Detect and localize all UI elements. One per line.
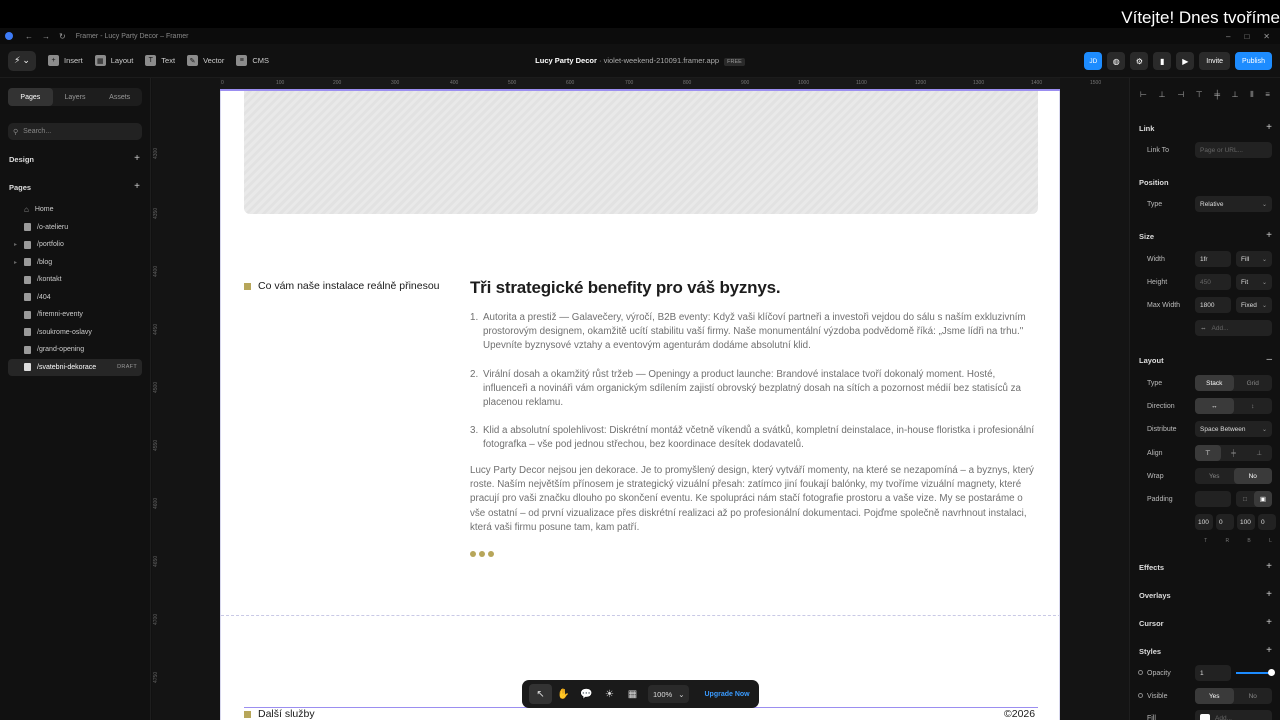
user-avatar[interactable]: JD (1084, 52, 1102, 70)
page-item-home[interactable] (0, 201, 150, 219)
section-heading[interactable]: Tři strategické benefity pro váš byznys. (470, 278, 781, 297)
tab-layers[interactable]: Layers (64, 93, 86, 101)
styles-section-header (1130, 647, 1280, 656)
window-titlebar (0, 28, 1280, 44)
page-icon (24, 276, 31, 284)
page-item-o-atelieru[interactable] (0, 219, 150, 237)
page-name: /portfolio (37, 241, 64, 249)
distribute-v-icon[interactable]: ≡ (1265, 90, 1270, 99)
distribute-label: Distribute (1147, 425, 1177, 433)
intro-paragraph[interactable]: Lucy Party Decor nejsou jen dekorace. Je to promyšlený design, který vytváří momenty, na které se nezapomíná – a byznys, který roste. Naším největším přínosem je strategický vizuální přesah: zatímco jiní foukají balónky, my tvoříme vizuální magnety, které pracují pro vaši značku dlouho po skončení eventu. Ke spolupráci nám stačí fotografie prostoru a vaše vize. My se postaráme o vše ostatní – od první vizualizace přes diskrétní realizaci až po profesionální dokumentaci. Pojďme společně navrhnout instalaci, která vaši firmu posune tam, kam patří. (470, 465, 1034, 533)
chevron-down-icon: ⌄ (1261, 426, 1267, 433)
layout-section-header (1130, 356, 1280, 365)
list-item (470, 368, 1040, 411)
ruler-tick: 600 (566, 80, 575, 86)
ruler-tick: 400 (450, 80, 459, 86)
page-frame[interactable] (220, 91, 1060, 720)
layout-stack-option[interactable]: Stack (1195, 375, 1234, 391)
list-text: Klid a absolutní spolehlivost: Diskrétní montáž včetně víkendů a svátků, kompletní deinstalace, in-house floristka i profesionální fotografka – vše pod jednou střechou, bez koordinace desítek dodavatelů. (483, 425, 1035, 451)
cms-button[interactable] (236, 55, 269, 66)
ruler-tick: 4450 (153, 323, 159, 335)
opacity-slider-handle[interactable] (1268, 669, 1275, 676)
ruler-tick: 1000 (798, 80, 810, 86)
list-item (470, 311, 1040, 354)
ruler-tick: 4550 (153, 439, 159, 451)
padding-top-input[interactable]: 100 (1195, 514, 1213, 530)
chevron-down-icon: ⌄ (1261, 201, 1267, 208)
ruler-tick: 0 (221, 80, 224, 86)
image-placeholder[interactable] (244, 91, 1038, 214)
align-toggle (1195, 445, 1272, 461)
toolbar-right (1084, 52, 1272, 70)
left-panel-tabs (8, 88, 142, 106)
padding-mode-toggle (1236, 491, 1272, 507)
list-text: Autorita a prestiž — Galavečery, výročí, B2B eventy: Když vaši klíčoví partneři a investoři vejdou do sálu s naším exkluzivním prostorovým designem, okamžitě ucítí stabilitu vaší firmy. Naše monumentální výzdoba podvědomě říká: „Jsme lídři na trhu." Upevníte byznysové vztahy a eventovým agenturám dodáme absolutní klid. (483, 312, 1026, 352)
distribute-value: Space Between (1200, 425, 1246, 433)
search-input[interactable] (8, 123, 142, 140)
max-width-mode-select[interactable] (1236, 297, 1272, 313)
padding-side-label: L (1269, 538, 1272, 544)
padding-left-input[interactable]: 0 (1258, 514, 1276, 530)
align-row (1130, 445, 1280, 461)
window-controls (1226, 32, 1270, 41)
page-item-grand-opening[interactable] (0, 341, 150, 359)
benefits-list[interactable] (470, 311, 1040, 467)
page-icon (24, 258, 31, 266)
link-section-header (1130, 124, 1280, 133)
link-to-label: Link To (1147, 146, 1170, 154)
add-style-icon[interactable]: + (1266, 645, 1272, 656)
design-section-header[interactable] (9, 155, 140, 164)
add-effect-icon[interactable]: + (1266, 561, 1272, 572)
layout-title: Layout (1139, 356, 1164, 365)
fill-swatch (1200, 714, 1210, 720)
pages-label: Pages (9, 183, 32, 192)
page-item-404[interactable] (0, 289, 150, 307)
visible-label (1130, 693, 1195, 700)
page-name: /svatebni-dekorace (37, 363, 97, 371)
padding-side-label: T (1204, 538, 1208, 544)
page-item-portfolio[interactable] (0, 236, 150, 254)
properties-panel (1129, 78, 1280, 720)
max-width-input[interactable]: 1800 (1195, 297, 1231, 313)
layout-type-toggle (1195, 375, 1272, 391)
search-icon: ⚲ (13, 128, 19, 136)
os-top-strip (0, 0, 1280, 28)
layout-icon: ▦ (95, 55, 106, 66)
padding-right-input[interactable]: 0 (1216, 514, 1234, 530)
size-add-label: Add... (1211, 324, 1229, 332)
vector-button[interactable] (187, 55, 224, 66)
invite-button[interactable]: Invite (1199, 52, 1230, 70)
width-row (1130, 251, 1280, 267)
height-label: Height (1147, 278, 1168, 286)
add-size-icon[interactable]: + (1266, 230, 1272, 241)
dot (479, 551, 485, 557)
add-link-icon[interactable]: + (1266, 122, 1272, 133)
max-width-mode-value: Fixed (1241, 301, 1257, 309)
opacity-label (1130, 670, 1195, 677)
ruler-tick: 1400 (1031, 80, 1043, 86)
globe-icon[interactable]: ◍ (1107, 52, 1125, 70)
chevron-down-icon: ⌄ (678, 689, 685, 699)
padding-side-labels (1195, 538, 1280, 544)
link-to-row (1130, 142, 1280, 158)
align-center-h-icon[interactable]: ⊥ (1158, 90, 1166, 99)
chevron-down-icon: ⌄ (1261, 256, 1267, 263)
pages-section-header (9, 183, 140, 192)
height-input[interactable]: 450 (1195, 274, 1231, 290)
padding-label: Padding (1147, 495, 1173, 503)
footer-services-text: Další služby (258, 708, 315, 720)
page-icon (24, 363, 31, 371)
dot (488, 551, 494, 557)
page-item-firemni-eventy[interactable] (0, 306, 150, 324)
link-to-input[interactable]: Page or URL... (1195, 142, 1272, 158)
align-end-icon[interactable]: ⊥ (1256, 450, 1263, 457)
cursor-section-header[interactable] (1130, 619, 1280, 628)
page-icon (24, 241, 31, 249)
size-section-header (1130, 232, 1280, 241)
design-label: Design (9, 155, 35, 164)
ruler-tick: 1100 (856, 80, 867, 86)
visible-no-option[interactable]: No (1248, 692, 1257, 700)
ruler-tick: 4400 (153, 265, 159, 277)
wrap-row (1130, 468, 1280, 484)
page-icon (24, 346, 31, 354)
ruler-tick: 200 (333, 80, 342, 86)
resize-icon: ⇔ (1200, 324, 1207, 332)
framer-menu-button[interactable] (8, 51, 36, 71)
list-number: 1. (470, 312, 479, 323)
list-item (470, 424, 1040, 452)
ruler-tick: 4300 (153, 147, 159, 159)
padding-individual-icon[interactable]: ▣ (1254, 491, 1272, 507)
chevron-right-icon[interactable]: ▸ (14, 242, 18, 249)
padding-row (1130, 491, 1280, 507)
add-page-icon[interactable]: + (134, 181, 140, 192)
chevron-down-icon: ⌄ (1261, 302, 1267, 309)
ruler-tick: 4650 (153, 555, 159, 567)
visible-toggle-icon[interactable] (1138, 693, 1143, 698)
page-icon (24, 311, 31, 319)
comment-tool-icon[interactable]: 💬 (580, 688, 593, 700)
vector-label: Vector (203, 56, 225, 65)
cms-label: CMS (252, 56, 269, 65)
select-tool-icon[interactable]: ↖ (529, 684, 552, 704)
opacity-row (1130, 665, 1280, 681)
section-label-text: Co vám naše instalace reálně přinesou (258, 280, 440, 292)
add-overlay-icon[interactable]: + (1266, 589, 1272, 600)
height-mode-select[interactable] (1236, 274, 1272, 290)
align-start-icon[interactable]: ⊤ (1195, 445, 1221, 461)
zoom-value: 100% (653, 689, 673, 699)
opacity-input[interactable]: 1 (1195, 665, 1231, 681)
opacity-label-text: Opacity (1147, 669, 1171, 677)
size-title: Size (1139, 232, 1155, 241)
project-domain[interactable]: violet-weekend-210091.framer.app (603, 56, 720, 65)
width-mode-select[interactable] (1236, 251, 1272, 267)
overlays-title: Overlays (1139, 591, 1171, 600)
padding-side-label: B (1247, 538, 1251, 544)
plan-badge: FREE (724, 58, 745, 66)
ruler-tick: 1500 (1090, 80, 1102, 86)
size-add-row (1130, 320, 1280, 336)
wrap-toggle (1195, 468, 1272, 484)
ruler-tick: 300 (391, 80, 400, 86)
align-center-icon[interactable]: ╪ (1231, 449, 1236, 457)
reload-icon[interactable]: ↻ (59, 31, 66, 41)
padding-side-label: R (1225, 538, 1230, 544)
page-item-soukrome-oslavy[interactable] (0, 324, 150, 342)
padding-uniform-icon[interactable]: □ (1243, 495, 1247, 503)
link-title: Link (1139, 124, 1155, 133)
visible-toggle (1195, 688, 1272, 704)
project-name[interactable]: Lucy Party Decor (535, 56, 597, 65)
close-icon[interactable]: ✕ (1263, 31, 1270, 41)
direction-horizontal-icon[interactable]: ↔ (1195, 398, 1234, 414)
pages-list (0, 201, 150, 376)
main-toolbar (0, 44, 1280, 78)
page-icon (24, 328, 31, 336)
position-title: Position (1139, 178, 1169, 187)
layout-type-row (1130, 375, 1280, 391)
maximize-icon[interactable]: □ (1244, 31, 1250, 41)
align-bottom-icon[interactable]: ⊥ (1231, 90, 1239, 99)
insert-label: Insert (64, 56, 83, 65)
ruler-tick: 1200 (915, 80, 927, 86)
design-canvas[interactable] (152, 78, 1129, 720)
list-number: 2. (470, 368, 479, 380)
vector-icon: ✎ (187, 55, 198, 66)
page-name: /grand-opening (37, 346, 85, 354)
position-type-value: Relative (1200, 200, 1224, 208)
welcome-overlay-text: Vítejte! Dnes tvoříme (1121, 8, 1280, 27)
align-right-icon[interactable]: ⊣ (1177, 90, 1185, 99)
section-label[interactable] (244, 280, 440, 292)
distribute-h-icon[interactable]: ⫴ (1250, 90, 1254, 99)
position-type-row (1130, 196, 1280, 212)
forward-icon[interactable]: → (42, 31, 50, 41)
bullet-square-icon (244, 283, 251, 290)
align-left-icon[interactable]: ⊢ (1140, 90, 1147, 99)
page-item-blog[interactable] (0, 254, 150, 272)
theme-toggle-icon[interactable]: ☀ (605, 688, 614, 700)
ruler-tick: 4350 (153, 207, 159, 219)
effects-section-header[interactable] (1130, 563, 1280, 572)
size-add-button[interactable] (1195, 320, 1272, 336)
page-name: /blog (37, 258, 53, 266)
page-icon (24, 223, 31, 231)
width-label: Width (1147, 255, 1165, 263)
text-button[interactable] (145, 55, 175, 66)
tab-pages[interactable]: Pages (8, 88, 53, 106)
page-name: /404 (37, 293, 51, 301)
page-item-kontakt[interactable] (0, 271, 150, 289)
fill-input[interactable] (1195, 710, 1272, 720)
cursor-title: Cursor (1139, 619, 1164, 628)
upgrade-now-button[interactable]: Upgrade Now (704, 690, 750, 698)
preview-play-icon[interactable]: ▶ (1176, 52, 1194, 70)
hand-tool-icon[interactable]: ✋ (557, 688, 570, 700)
layout-button[interactable] (95, 55, 134, 66)
cms-icon: ≡ (236, 55, 247, 66)
grid-view-icon[interactable]: ▦ (627, 688, 638, 700)
ruler-tick: 4700 (153, 613, 159, 625)
padding-values-row (1130, 514, 1280, 530)
chevron-right-icon[interactable]: ▸ (14, 259, 18, 266)
remove-layout-icon[interactable]: – (1266, 354, 1272, 365)
width-mode-value: Fill (1241, 255, 1250, 263)
ruler-left (152, 89, 164, 720)
page-name: /firemni-eventy (37, 311, 83, 319)
footer-copyright[interactable]: ©2026 (1004, 708, 1036, 720)
width-input[interactable]: 1fr (1195, 251, 1231, 267)
ruler-top (220, 78, 1060, 89)
publish-button[interactable]: Publish (1235, 52, 1272, 70)
alignment-toolbar (1130, 78, 1280, 100)
position-section-header (1130, 178, 1280, 187)
fill-value: Add... (1215, 714, 1232, 720)
window-title: Framer - Lucy Party Decor – Framer (75, 32, 189, 40)
direction-label: Direction (1147, 402, 1175, 410)
overlays-section-header[interactable] (1130, 591, 1280, 600)
position-type-label: Type (1147, 200, 1163, 208)
ruler-tick: 4500 (153, 381, 159, 393)
visible-row (1130, 688, 1280, 704)
wrap-no-option[interactable]: No (1234, 468, 1273, 484)
opacity-toggle-icon[interactable] (1138, 670, 1143, 675)
ruler-tick: 500 (508, 80, 517, 86)
canvas-toolbar (522, 680, 759, 708)
align-top-icon[interactable]: ⊤ (1195, 90, 1203, 99)
chevron-down-icon: ⌄ (22, 55, 30, 65)
framer-logo-icon: ⚡ (14, 55, 21, 65)
direction-vertical-icon[interactable]: ↕ (1251, 402, 1255, 410)
tab-assets[interactable]: Assets (109, 93, 131, 101)
insert-button[interactable] (48, 55, 83, 66)
direction-toggle (1195, 398, 1272, 414)
opacity-slider-track[interactable] (1236, 672, 1272, 674)
styles-title: Styles (1139, 647, 1162, 656)
wrap-yes-option[interactable]: Yes (1208, 472, 1220, 480)
page-item-svatebni-dekorace[interactable] (8, 359, 142, 377)
padding-bottom-input[interactable]: 100 (1237, 514, 1255, 530)
home-icon: ⌂ (24, 205, 29, 215)
zoom-dropdown[interactable] (648, 685, 689, 703)
fill-row (1130, 710, 1280, 720)
layout-grid-option[interactable]: Grid (1246, 379, 1259, 387)
draft-badge: DRAFT (117, 364, 137, 371)
distribute-select[interactable] (1195, 421, 1272, 437)
height-mode-value: Fit (1241, 278, 1249, 286)
search-placeholder: Search... (23, 128, 52, 135)
align-label: Align (1147, 449, 1163, 457)
bullet-square-icon (244, 711, 251, 718)
list-text: Virální dosah a okamžitý růst tržeb — Openingy a product launche: Brandové instalace tvoří dokonalý moment. Hosté, influenceři a novináři vám organickým sdílením zajistí obrovský bezplatný dosah na sítích a pozornost médií bez statisíců za placenou reklamu. (483, 368, 1021, 409)
page-name: /soukrome-oslavy (37, 328, 92, 336)
ruler-tick: 4750 (153, 671, 159, 683)
plus-icon: + (48, 55, 59, 66)
max-width-label: Max Width (1147, 301, 1181, 309)
direction-row (1130, 398, 1280, 414)
page-name: /o-atelieru (37, 223, 69, 231)
title-separator: · (598, 56, 602, 65)
add-design-icon[interactable]: + (134, 153, 140, 164)
settings-icon[interactable]: ⚙ (1130, 52, 1148, 70)
back-icon[interactable]: ← (25, 31, 33, 41)
ruler-tick: 700 (625, 80, 634, 86)
text-label: Text (161, 56, 176, 65)
decorative-dots (470, 551, 494, 557)
wrap-label: Wrap (1147, 472, 1164, 480)
height-row (1130, 274, 1280, 290)
dot (470, 551, 476, 557)
ruler-tick: 100 (276, 80, 285, 86)
position-type-select[interactable] (1195, 196, 1272, 212)
align-center-v-icon[interactable]: ╪ (1214, 90, 1221, 99)
add-cursor-icon[interactable]: + (1266, 617, 1272, 628)
fill-label: Fill (1147, 714, 1156, 720)
ruler-tick: 1300 (973, 80, 985, 86)
list-number: 3. (470, 425, 479, 437)
ruler-tick: 900 (741, 80, 750, 86)
window-nav (25, 32, 66, 41)
distribute-row (1130, 421, 1280, 437)
layout-type-label: Type (1147, 379, 1163, 387)
max-width-row (1130, 297, 1280, 313)
ruler-tick: 4600 (153, 497, 159, 509)
framer-app-icon (5, 32, 13, 40)
analytics-icon[interactable]: ▮ (1153, 52, 1171, 70)
visible-yes-option[interactable]: Yes (1195, 688, 1234, 704)
page-name: Home (34, 206, 54, 214)
page-icon (24, 293, 31, 301)
minimize-icon[interactable]: – (1226, 31, 1231, 41)
chevron-down-icon: ⌄ (1261, 279, 1267, 286)
text-icon: T (145, 55, 156, 66)
visible-label-text: Visible (1147, 692, 1168, 700)
padding-all-input[interactable] (1195, 491, 1231, 507)
layout-label: Layout (110, 56, 134, 65)
effects-title: Effects (1139, 563, 1165, 572)
page-name: /kontakt (37, 276, 62, 284)
section-divider (221, 615, 1060, 616)
left-panel (0, 78, 151, 720)
ruler-tick: 800 (683, 80, 692, 86)
footer-services-label[interactable] (244, 708, 315, 720)
